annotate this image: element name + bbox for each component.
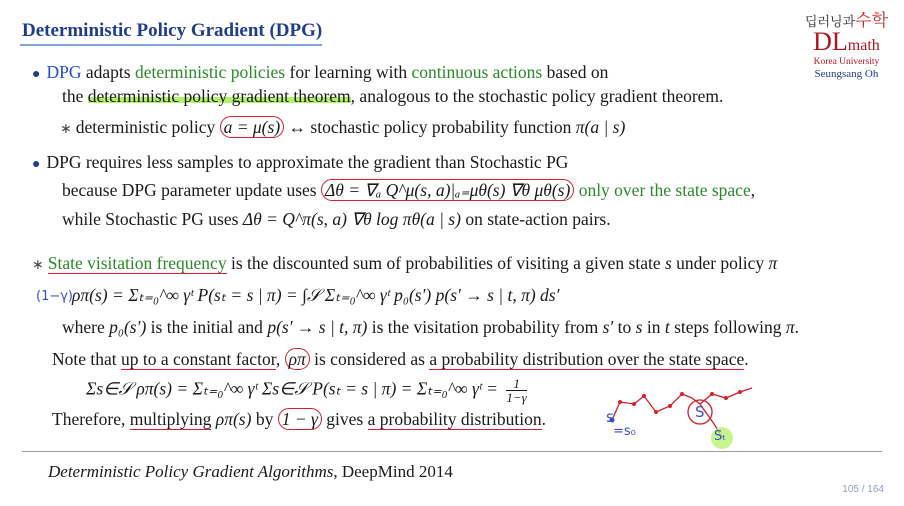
svf-line3: where p₀(s′) is the initial and p(s′ → s | t, π) is the visitation probability from s′ to s in t steps following π. bbox=[62, 317, 800, 337]
bullet1-line2: the deterministic policy gradient theorem, analogous to the stochastic policy gradient theorem. bbox=[62, 86, 724, 106]
annotation-s: S bbox=[695, 403, 705, 421]
bullet-dot: ● bbox=[32, 157, 41, 172]
bullet1-line1: ● DPG adapts deterministic policies for learning with continuous actions based on bbox=[32, 62, 609, 82]
circled-dpg-update: Δθ = ∇ₐ Q^μ(s, a)|ₐ₌μθ(s) ∇θ μθ(s) bbox=[321, 179, 574, 201]
annotation-one-minus-gamma: (1−γ) bbox=[36, 289, 74, 304]
reference: Deterministic Policy Gradient Algorithms, DeepMind 2014 bbox=[48, 462, 453, 481]
annotation-equals-s0: =s₀ bbox=[613, 424, 636, 439]
svf-term: State visitation frequency bbox=[47, 253, 227, 273]
svf-line4: Note that up to a constant factor, ρπ is considered as a probability distribution over the state space. bbox=[52, 349, 749, 369]
star-marker: ∗ bbox=[60, 122, 72, 137]
title-acronym: (DPG) bbox=[269, 20, 323, 41]
annotation-s-prime: s′ bbox=[606, 408, 618, 426]
bullet2-line2: because DPG parameter update uses Δθ = ∇ₐ Q^μ(s, a)|ₐ₌μθ(s) ∇θ μθ(s) only over the state space, bbox=[62, 180, 756, 200]
bullet-dot: ● bbox=[32, 67, 41, 82]
bullet2-line3: while Stochastic PG uses Δθ = Q^π(s, a) ∇θ log πθ(a | s) on state-action pairs. bbox=[62, 209, 611, 229]
logo-dlmath: DLmath bbox=[813, 27, 880, 56]
title-underline bbox=[20, 44, 322, 46]
footer-divider bbox=[22, 451, 882, 452]
svf-line6: Therefore, multiplying ρπ(s) by 1 − γ gives a probability distribution. bbox=[52, 409, 546, 429]
star-marker: ∗ bbox=[32, 258, 44, 273]
slide-title bbox=[22, 20, 322, 42]
svf-line1: ∗ State visitation frequency is the discounted sum of probabilities of visiting a given state s under policy π bbox=[32, 253, 778, 273]
svf-equation2: Σs∈𝒮 ρπ(s) = Σₜ₌₀^∞ γᵗ Σs∈𝒮 P(sₜ = s | π) = Σₜ₌₀^∞ γᵗ = $\frac{1}{1-\gamma}$ bbox=[86, 376, 527, 405]
title-main: Deterministic Policy Gradient bbox=[22, 20, 265, 41]
bullet1-sub: ∗ deterministic policy a = μ(s) ↔ stochastic policy probability function π(a | s) bbox=[60, 117, 626, 137]
logo-author: Seungsang Oh bbox=[814, 68, 879, 80]
annotation-st: Sₜ bbox=[714, 429, 727, 444]
dlmath-logo bbox=[805, 6, 888, 80]
circled-policy: a = μ(s) bbox=[220, 116, 285, 138]
logo-korean: 딥러닝과수학 bbox=[804, 11, 888, 30]
circled-one-minus-gamma: 1 − γ bbox=[278, 408, 322, 430]
highlight-dpg-theorem: deterministic policy gradient theorem bbox=[87, 86, 351, 106]
circled-rho: ρπ bbox=[285, 348, 310, 370]
bullet2-line1: ● DPG requires less samples to approximate the gradient than Stochastic PG bbox=[32, 152, 569, 172]
logo-university: Korea University bbox=[813, 57, 880, 67]
svf-equation1: ρπ(s) = Σₜ₌₀^∞ γᵗ P(sₜ = s | π) = ∫𝒮 Σₜ₌₀^∞ γᵗ p₀(s′) p(s′ → s | t, π) ds′ bbox=[72, 285, 560, 305]
page-number: 105 / 164 bbox=[842, 484, 884, 495]
